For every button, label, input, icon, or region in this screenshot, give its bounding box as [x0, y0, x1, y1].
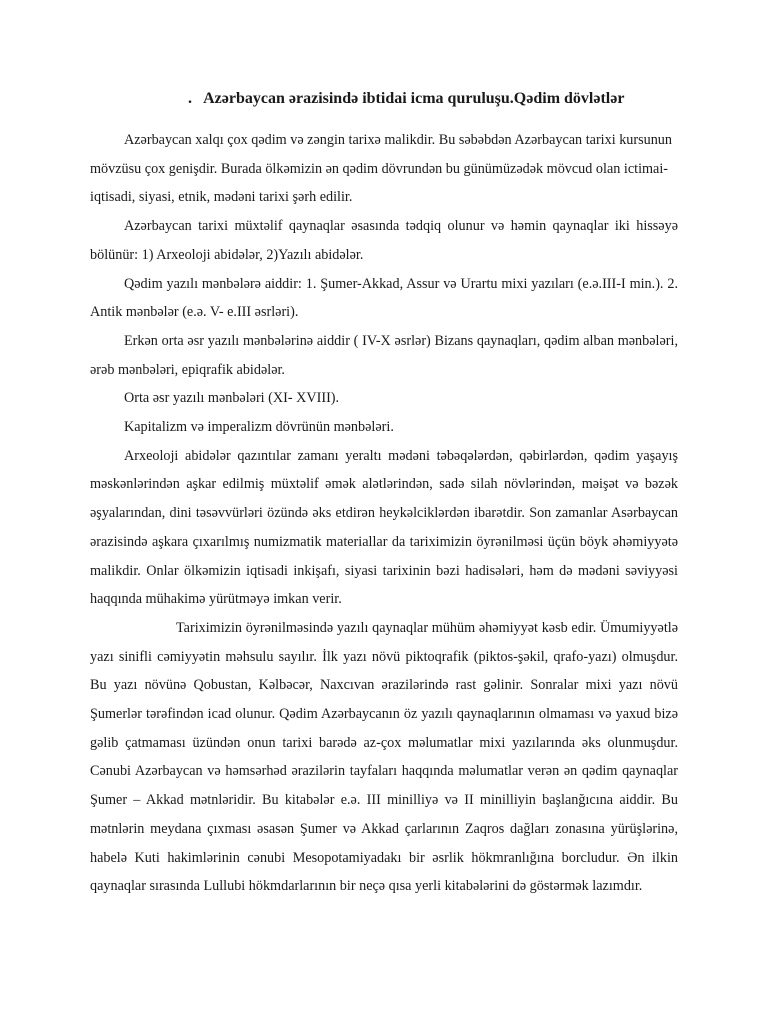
document-page — [90, 88, 678, 901]
paragraph-written-sources-history: Tariximizin öyrənilməsində yazılı qaynaqlar mühüm əhəmiyyət kəsb edir. Ümumiyyətlə yazı sinifli cəmiyyətin məhsulu sayılır. İlk yazı növü piktoqrafik (piktos-şəkil, qrafo-yazı) olmuşdur. Bu yazı növünə Qobustan, Kəlbəcər, Naxcıvan ərazilərində rast gəlinir. Sonralar mixi yazı növü Şumerlər tərəfindən icad olunur. Qədim Azərbaycanın öz yazılı qaynaqlarının olmaması və yaxud bizə gəlib çatmaması üzündən onun tarixi barədə az-çox məlumatlar mixi yazılarında əks olunmuşdur. Cənubi Azərbaycan və həmsərhəd ərazilərin tayfaları haqqında məlumatlar verən ən qədim qaynaqlar Şumer – Akkad mətnləridir. Bu kitabələr e.ə. III minilliyə və II minilliyin başlanğıcına aiddir. Bu mətnlərin meydana çıxması əsasən Şumer və Akkad çarlarının Zaqros dağları zonasına yürüşlərinə, habelə Kuti hakimlərinin cənubi Mesopotamiyadakı bir əsrlik hökmranlığına borcludur. Ən ilkin qaynaqlar sırasında Lullubi hökmdarlarının bir neçə qısa yerli kitabələrini də göstərmək lazımdır. — [90, 619, 678, 895]
title-bullet: . — [188, 90, 192, 107]
paragraph-ancient-written-sources: Qədim yazılı mənbələrə aiddir: 1. Şumer-Akkad, Assur və Urartu mixi yazıları (e.ə.III-I min.). 2. Antik mənbələr (e.ə. V- e.III əsrləri). — [90, 275, 678, 321]
paragraph-archaeological-monuments: Arxeoloji abidələr qazıntılar zamanı yeraltı mədəni təbəqələrdən, qəbirlərdən, qədim yaşayış məskənlərindən aşkar edilmiş müxtəlif əmək alətlərindən, sadə silah növlərindən, məişət və bəzək əşyalarından, dini təsəvvürləri özündə əks etdirən heykəlciklərdən ibarətdir. Son zamanlar Asərbaycan ərazisində aşkara çıxarılmış numizmatik materiallar da tariximizin öyrənilməsi üçün böyk əhəmiyyətə malikdir. Onlar ölkəmizin iqtisadi inkişafı, siyasi tarixinin bəzi hadisələri, həm də mədəni səviyyəsi haqqında mühakimə yürütməyə imkan verir. — [90, 447, 678, 608]
paragraph-early-medieval-sources: Erkən orta əsr yazılı mənbələrinə aiddir ( IV-X əsrlər) Bizans qaynaqları, qədim alban mənbələri, ərəb mənbələri, epiqrafik abidələr. — [90, 332, 678, 378]
document-body — [90, 126, 678, 901]
paragraph-sources: Azərbaycan tarixi müxtəlif qaynaqlar əsasında tədqiq olunur və həmin qaynaqlar iki hissəyə bölünür: 1) Arxeoloji abidələr, 2)Yazılı abidələr. — [90, 218, 678, 263]
paragraph-intro: Azərbaycan xalqı çox qədim və zəngin tarixə malikdir. Bu səbəbdən Azərbaycan tarixi kursunun mövzüsu çox genişdir. Burada ölkəmizin ən qədim dövrundən bu günümüzədək mövcud olan ictimai-iqtisadi, siyasi, etnik, mədəni tarixi şərh edilir. — [90, 132, 672, 206]
paragraph-medieval-sources: Orta əsr yazılı mənbələri (XI- XVIII). — [124, 390, 340, 407]
title-text: Azərbaycan ərazisində ibtidai icma quruluşu.Qədim dövlətlər — [203, 90, 625, 107]
paragraph-capitalism-sources: Kapitalizm və imperalizm dövrünün mənbələri. — [124, 419, 394, 436]
page-title — [90, 88, 678, 110]
